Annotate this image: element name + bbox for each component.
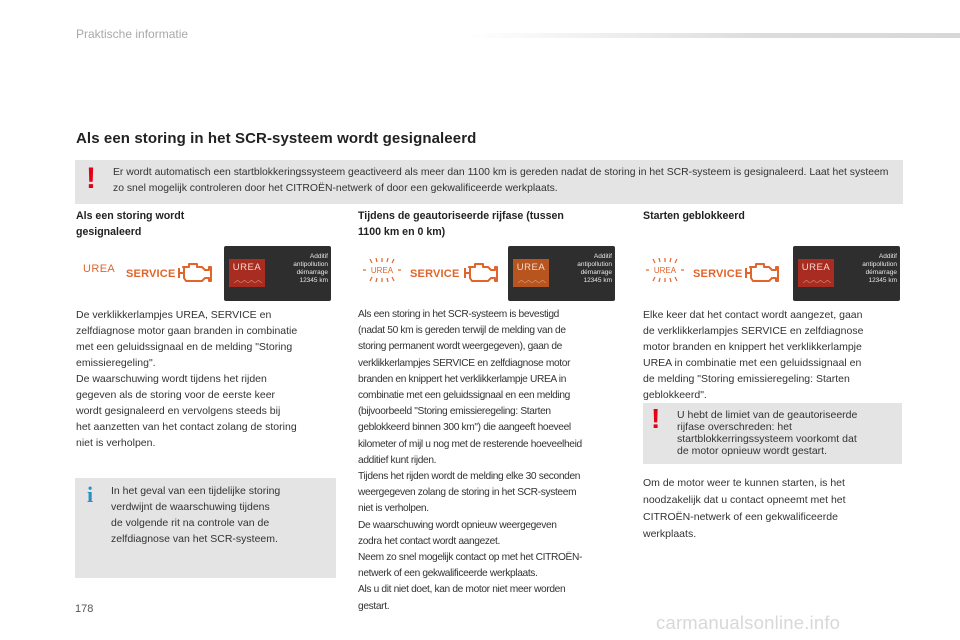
column-3-body-2: Om de motor weer te kunnen starten, is het noodzakelijk dat u contact opneemt met het CITROËN-netwerk of een gekwalificeerde werkplaats. xyxy=(643,477,846,540)
service-warning-icon: SERVICE xyxy=(126,268,176,280)
symbol-row-2 xyxy=(358,246,623,296)
display-message: Additif antipollution démarrage 12345 km xyxy=(862,253,897,284)
wave-icon: ︿︿︿︿ xyxy=(803,277,831,284)
info-icon: i xyxy=(87,482,94,507)
column-2-heading: Tijdens de geautoriseerde rijfase (tussen 1100 km en 0 km) xyxy=(358,210,564,238)
svg-text:UREA: UREA xyxy=(653,266,677,275)
column-1-heading: Als een storing wordt gesignaleerd xyxy=(76,210,185,238)
engine-fault-icon xyxy=(462,259,502,287)
column-2-body: Als een storing in het SCR-systeem is bevestigd (nadat 50 km is gereden terwijl de melding van de storing permanent wordt weergegeven), gaan de verklikkerlampjes SERVICE en zelfdiagnose motor branden en knippert het verklikkerlampje UREA in combinatie met een geluidssignaal en een melding (bijvoorbeeld "Storing emissieregeling: Starten geblokkeerd binnen 300 km") die aangeeft hoeveel kilometer of mijl u nog met de resterende hoeveelheid additief kunt rijden. Tijdens het rijden wordt de melding elke 30 seconden weergegeven zolang de storing in het SCR-systeem niet is verholpen. De waarschuwing wordt opnieuw weergegeven zodra het contact wordt aangezet. Neem zo snel mogelijk contact op met het CITROËN- netwerk of een gekwalificeerde werkplaats. Als u dit niet doet, kan de motor niet meer worden gestart. xyxy=(358,309,583,612)
start-blocked-warning-box xyxy=(643,403,902,464)
display-screen-1 xyxy=(224,246,331,301)
urea-blinking-icon xyxy=(362,258,402,282)
top-warning-box xyxy=(75,160,903,204)
urea-blinking-icon xyxy=(645,258,685,282)
display-urea-symbol: UREA ︿︿︿︿ xyxy=(798,259,834,287)
engine-fault-icon xyxy=(176,259,216,287)
warning-exclamation-icon: ! xyxy=(86,162,96,195)
wave-icon: ︿︿︿︿ xyxy=(234,277,262,284)
column-3-body: Elke keer dat het contact wordt aangezet, gaan de verklikkerlampjes SERVICE en zelfdiagnose motor branden en knippert het verklikkerlampje UREA in combinatie met een geluidssignaal en de melding "Storing emissieregeling: Starten geblokkeerd". xyxy=(643,309,864,401)
column-1-body: De verklikkerlampjes UREA, SERVICE en zelfdiagnose motor gaan branden in combinatie met een geluidssignaal en de melding "Storing emissieregeling". De waarschuwing wordt tijdens het rijden gegeven als de storing voor de eerste keer wordt gesignaleerd en vervolgens steeds bij het aanzetten van het contact zolang de storing niet is verholpen. xyxy=(76,309,298,449)
top-warning-text: Er wordt automatisch een startblokkeringssysteem geactiveerd als meer dan 1100 km is gereden nadat de storing in het SCR-systeem is gesignaleerd. Laat het systeem zo snel mogelijk controleren door het CITROËN-netwerk of door een gekwalificeerde werkplaats. xyxy=(113,167,889,194)
urea-warning-icon: UREA xyxy=(83,263,116,275)
column-3-heading: Starten geblokkeerd xyxy=(643,210,745,222)
symbol-row-3 xyxy=(643,246,903,296)
service-warning-icon: SERVICE xyxy=(410,268,460,280)
section-header: Praktische informatie xyxy=(76,27,189,41)
symbol-row-1 xyxy=(76,246,336,296)
service-warning-icon: SERVICE xyxy=(693,268,743,280)
display-urea-symbol: UREA ︿︿︿︿ xyxy=(229,259,265,287)
warning-exclamation-icon: ! xyxy=(651,403,661,434)
display-message: Additif antipollution démarrage 12345 km xyxy=(577,253,612,284)
info-note-box xyxy=(75,478,336,578)
page-title: Als een storing in het SCR-systeem wordt gesignaleerd xyxy=(76,130,477,147)
svg-text:UREA: UREA xyxy=(370,266,394,275)
engine-fault-icon xyxy=(743,259,783,287)
display-screen-3 xyxy=(793,246,900,301)
watermark: carmanualsonline.info xyxy=(656,612,841,633)
info-note-text: In het geval van een tijdelijke storing verdwijnt de waarschuwing tijdens de volgende rit na controle van de zelfdiagnose van het SCR-systeem. xyxy=(111,485,281,545)
header-divider xyxy=(470,33,960,38)
page-number: 178 xyxy=(75,603,94,615)
display-urea-symbol: UREA ︿︿︿︿ xyxy=(513,259,549,287)
display-screen-2 xyxy=(508,246,615,301)
start-blocked-warning-text: U hebt de limiet van de geautoriseerde rijfase overschreden: het startblokkerringssysteem voorkomt dat de motor opnieuw wordt gestart. xyxy=(677,409,858,457)
display-message: Additif antipollution démarrage 12345 km xyxy=(293,253,328,284)
wave-icon: ︿︿︿︿ xyxy=(518,277,546,284)
